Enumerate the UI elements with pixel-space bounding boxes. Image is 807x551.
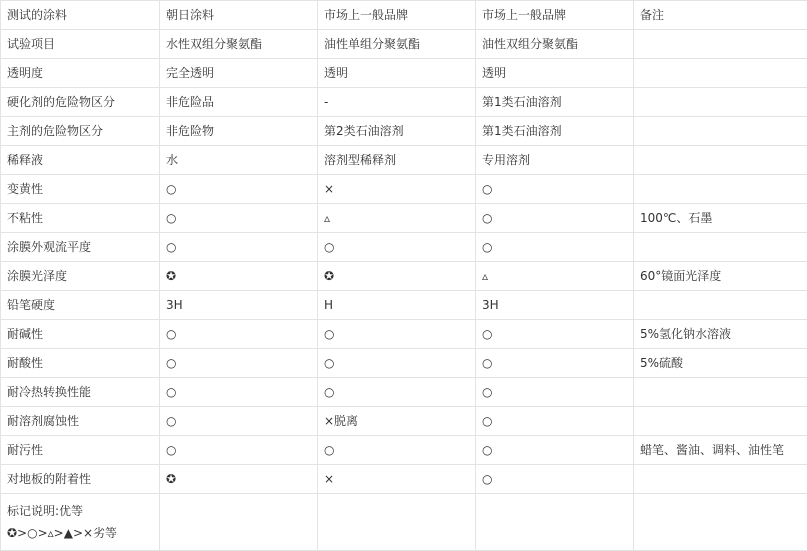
table-cell: 油性单组分聚氨酯	[318, 30, 476, 59]
table-cell: ×	[318, 175, 476, 204]
table-cell: ○	[476, 204, 634, 233]
table-cell: ○	[318, 320, 476, 349]
table-cell: 3H	[476, 291, 634, 320]
table-cell: 透明	[318, 59, 476, 88]
table-cell	[634, 175, 807, 204]
table-cell: ○	[160, 349, 318, 378]
table-cell	[634, 117, 807, 146]
table-row	[1, 30, 807, 59]
table-cell: 标记说明:优等 ✪>○>▵>▲>×劣等	[1, 494, 160, 551]
table-cell: ✪	[160, 465, 318, 494]
table-cell: ○	[318, 378, 476, 407]
table-cell	[634, 88, 807, 117]
table-row	[1, 146, 807, 175]
table-cell: ○	[160, 204, 318, 233]
header-row	[1, 1, 807, 30]
table-cell: 涂膜光泽度	[1, 262, 160, 291]
table-cell	[634, 233, 807, 262]
table-cell	[634, 465, 807, 494]
table-row	[1, 378, 807, 407]
table-cell: 备注	[634, 1, 807, 30]
table-cell: ○	[476, 349, 634, 378]
table-row	[1, 407, 807, 436]
table-cell: 变黄性	[1, 175, 160, 204]
table-cell: ○	[476, 233, 634, 262]
table-cell: 第1类石油溶剂	[476, 117, 634, 146]
table-cell: ○	[160, 407, 318, 436]
table-cell: -	[318, 88, 476, 117]
table-cell: 5%氢化钠水溶液	[634, 320, 807, 349]
table-cell: 市场上一般品牌	[476, 1, 634, 30]
table-cell: 不粘性	[1, 204, 160, 233]
table-row	[1, 436, 807, 465]
table-cell: 100℃、石墨	[634, 204, 807, 233]
legend-row	[1, 494, 807, 551]
table-cell: 第1类石油溶剂	[476, 88, 634, 117]
table-cell	[318, 494, 476, 551]
table-row	[1, 465, 807, 494]
table-cell: 试验项目	[1, 30, 160, 59]
table-cell: 朝日涂料	[160, 1, 318, 30]
table-cell: 油性双组分聚氨酯	[476, 30, 634, 59]
table-cell: ○	[160, 378, 318, 407]
table-cell: 市场上一般品牌	[318, 1, 476, 30]
table-cell: 蜡笔、酱油、调料、油性笔	[634, 436, 807, 465]
table-cell: 专用溶剂	[476, 146, 634, 175]
table-cell: 溶剂型稀释剂	[318, 146, 476, 175]
table-cell: 透明	[476, 59, 634, 88]
table-cell: 水性双组分聚氨酯	[160, 30, 318, 59]
table-cell: ×	[318, 465, 476, 494]
table-row	[1, 320, 807, 349]
table-row	[1, 175, 807, 204]
table-cell: 60°镜面光泽度	[634, 262, 807, 291]
table-cell	[634, 378, 807, 407]
table-cell: ×脱离	[318, 407, 476, 436]
table-cell: 5%硫酸	[634, 349, 807, 378]
table-cell: 第2类石油溶剂	[318, 117, 476, 146]
table-cell: 耐冷热转换性能	[1, 378, 160, 407]
table-cell: ○	[476, 407, 634, 436]
table-cell: 测试的涂料	[1, 1, 160, 30]
table-cell: 水	[160, 146, 318, 175]
table-row	[1, 117, 807, 146]
table-cell: ○	[160, 175, 318, 204]
table-cell: 主剂的危险物区分	[1, 117, 160, 146]
table-cell	[634, 407, 807, 436]
table-cell	[476, 494, 634, 551]
table-cell: ▵	[318, 204, 476, 233]
table-cell: ✪	[160, 262, 318, 291]
table-cell: 透明度	[1, 59, 160, 88]
table-cell	[160, 494, 318, 551]
table-cell: H	[318, 291, 476, 320]
table-cell	[634, 494, 807, 551]
table-cell: ○	[476, 436, 634, 465]
table-body	[1, 1, 807, 551]
table-row	[1, 262, 807, 291]
table-cell: 硬化剂的危险物区分	[1, 88, 160, 117]
table-cell: ○	[160, 320, 318, 349]
table-cell: 涂膜外观流平度	[1, 233, 160, 262]
table-cell: 非危险品	[160, 88, 318, 117]
table-cell	[634, 146, 807, 175]
table-cell: 3H	[160, 291, 318, 320]
table-cell: 非危险物	[160, 117, 318, 146]
table-row	[1, 291, 807, 320]
table-cell	[634, 30, 807, 59]
table-row	[1, 59, 807, 88]
table-cell: ○	[476, 175, 634, 204]
table-cell	[634, 291, 807, 320]
table-cell: ○	[318, 436, 476, 465]
table-cell: 完全透明	[160, 59, 318, 88]
table-cell: 对地板的附着性	[1, 465, 160, 494]
table-row	[1, 349, 807, 378]
table-cell: 稀释液	[1, 146, 160, 175]
table-cell: ○	[476, 320, 634, 349]
table-cell: 耐污性	[1, 436, 160, 465]
table-row	[1, 204, 807, 233]
table-cell: ○	[476, 465, 634, 494]
table-cell: ○	[476, 378, 634, 407]
table-cell: ▵	[476, 262, 634, 291]
table-cell: ○	[160, 233, 318, 262]
table-cell: 耐溶剂腐蚀性	[1, 407, 160, 436]
table-row	[1, 88, 807, 117]
table-cell	[634, 59, 807, 88]
table-cell: ○	[318, 349, 476, 378]
table-cell: 耐酸性	[1, 349, 160, 378]
table-cell: ✪	[318, 262, 476, 291]
table-cell: ○	[318, 233, 476, 262]
table-cell: ○	[160, 436, 318, 465]
table-cell: 耐碱性	[1, 320, 160, 349]
table-row	[1, 233, 807, 262]
table-cell: 铅笔硬度	[1, 291, 160, 320]
